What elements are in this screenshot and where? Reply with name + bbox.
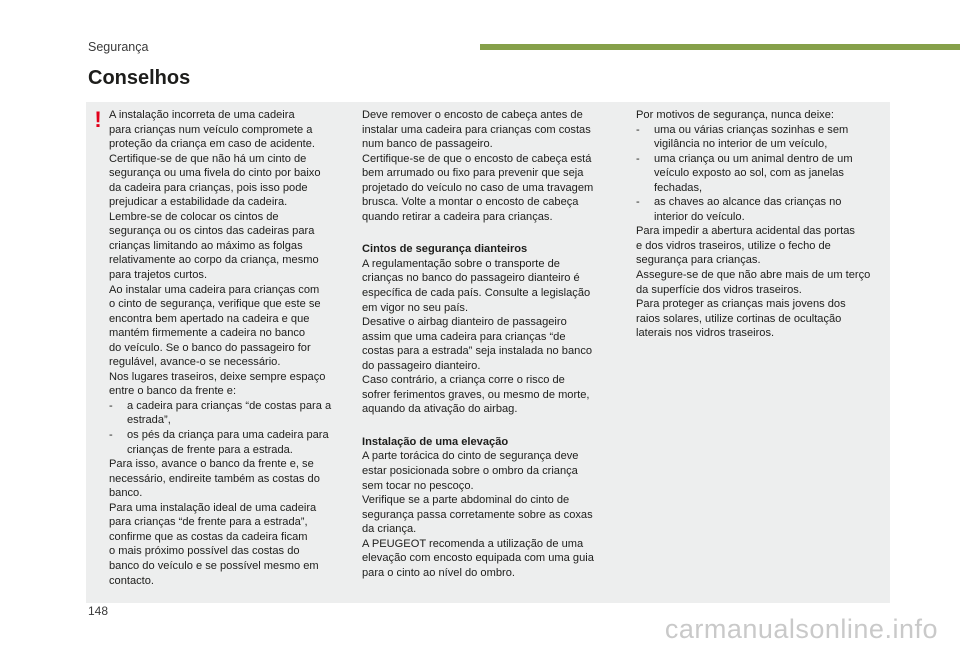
text-line: do passageiro dianteiro. xyxy=(362,359,481,372)
text-line: o cinto de segurança, verifique que este se xyxy=(109,298,321,311)
text-line: em vigor no seu país. xyxy=(362,301,469,314)
text-line: Deve remover o encosto de cabeça antes de xyxy=(362,109,583,121)
list-item-line: crianças de frente para a estrada. xyxy=(127,443,293,456)
text-line: A parte torácica do cinto de segurança deve xyxy=(362,450,579,463)
text-line: necessário, endireite também as costas do xyxy=(109,472,320,485)
text-line: estar posicionada sobre o ombro da criança xyxy=(362,465,578,478)
column-1 xyxy=(109,108,341,588)
column-3 xyxy=(636,108,886,341)
text-line: proteção da criança em caso de acidente. xyxy=(109,138,315,151)
section-label: Segurança xyxy=(88,40,149,54)
text-line: A PEUGEOT recomenda a utilização de uma xyxy=(362,537,584,550)
text-line: do veículo. Se o banco do passageiro for xyxy=(109,341,311,354)
text-line: crianças no banco do passageiro dianteiro é xyxy=(362,272,580,285)
header-accent-bar xyxy=(480,44,960,50)
text-line: costas para a estrada” seja instalada no banco xyxy=(362,345,593,358)
list-item-line: - os pés da criança para uma cadeira para xyxy=(127,429,329,442)
text-line: Certifique-se de que não há um cinto de xyxy=(109,152,307,165)
list-item xyxy=(109,399,341,428)
text-line: encontra bem apertado na cadeira e que xyxy=(109,312,310,325)
text-line: Caso contrário, a criança corre o risco de xyxy=(362,374,565,387)
text-line: Para uma instalação ideal de uma cadeira xyxy=(109,501,317,514)
text-line: banco do veículo e se possível mesmo em xyxy=(109,559,319,572)
text-line: A instalação incorreta de uma cadeira xyxy=(109,109,295,121)
text-line: segurança passa corretamente sobre as coxas xyxy=(362,508,593,521)
list-item-line: - uma ou várias crianças sozinhas e sem xyxy=(654,123,849,136)
text-line: mantém firmemente a cadeira no banco xyxy=(109,327,306,340)
text-line: confirme que as costas da cadeira ficam xyxy=(109,530,308,543)
list-item-line: - a cadeira para crianças “de costas para a xyxy=(127,399,332,412)
text-line: Para impedir a abertura acidental das portas xyxy=(636,225,855,238)
text-line: segurança ou uma fivela do cinto por baixo xyxy=(109,167,321,180)
text-line: brusca. Volte a montar o encosto de cabeça xyxy=(362,196,579,209)
list-item xyxy=(636,152,886,196)
section-heading-booster-installation: Instalação de uma elevação xyxy=(362,435,509,448)
text-line: banco. xyxy=(109,487,143,500)
text-line: Nos lugares traseiros, deixe sempre espaço xyxy=(109,370,326,383)
column-2 xyxy=(362,108,610,580)
text-line: Assegure-se de que não abre mais de um terço xyxy=(636,269,871,282)
text-line: sem tocar no pescoço. xyxy=(362,479,474,492)
text-line: da superfície dos vidros traseiros. xyxy=(636,283,802,296)
exclamation-warning-icon: ! xyxy=(94,107,102,132)
list-item-line: veículo exposto ao sol, com as janelas xyxy=(654,167,844,180)
text-line: segurança ou os cintos das cadeiras para xyxy=(109,225,315,238)
text-line: Desative o airbag dianteiro de passageiro xyxy=(362,316,567,329)
list-item-line: vigilância no interior de um veículo, xyxy=(654,138,828,151)
text-line: e dos vidros traseiros, utilize o fecho de xyxy=(636,239,831,252)
page-number: 148 xyxy=(88,604,109,618)
text-line: crianças limitando ao máximo as folgas xyxy=(109,239,303,252)
text-line: entre o banco da frente e: xyxy=(109,385,237,398)
text-line: para crianças “de frente para a estrada”, xyxy=(109,516,308,529)
text-line: o mais próximo possível das costas do xyxy=(109,545,300,558)
text-line: da cadeira para crianças, pois isso pode xyxy=(109,181,308,194)
text-line: laterais nos vidros traseiros. xyxy=(636,327,775,340)
page-title: Conselhos xyxy=(88,67,191,89)
text-line: para crianças num veículo compromete a xyxy=(109,123,313,136)
text-line: elevação com encosto equipada com uma guia xyxy=(362,552,594,565)
text-line: num banco de passageiro. xyxy=(362,138,493,151)
text-line: relativamente ao corpo da criança, mesmo xyxy=(109,254,319,267)
text-line: segurança para crianças. xyxy=(636,254,761,267)
text-line: específica de cada país. Consulte a legislação xyxy=(362,287,591,300)
text-line: Lembre-se de colocar os cintos de xyxy=(109,210,279,223)
list-item xyxy=(636,123,886,152)
text-line: instalar uma cadeira para crianças com costas xyxy=(362,123,591,136)
text-line: para trajetos curtos. xyxy=(109,269,208,282)
text-line: prejudicar a estabilidade da cadeira. xyxy=(109,196,288,209)
text-line: Para proteger as crianças mais jovens dos xyxy=(636,298,846,311)
watermark: carmanualsonline.info xyxy=(664,614,938,644)
section-heading-front-seatbelts: Cintos de segurança dianteiros xyxy=(362,243,528,256)
list-item-line: - as chaves ao alcance das crianças no xyxy=(654,196,842,209)
text-line: A regulamentação sobre o transporte de xyxy=(362,257,560,270)
col3-intro: Por motivos de segurança, nunca deixe: xyxy=(636,109,834,121)
text-line: bem arrumado ou fixo para prevenir que seja xyxy=(362,167,584,180)
text-line: quando retirar a cadeira para crianças. xyxy=(362,210,553,223)
text-line: assim que uma cadeira para crianças “de xyxy=(362,330,566,343)
text-line: Certifique-se de que o encosto de cabeça está xyxy=(362,152,592,165)
list-item-line: - uma criança ou um animal dentro de um xyxy=(654,152,853,165)
text-line: para o cinto ao nível do ombro. xyxy=(362,566,515,579)
list-item xyxy=(636,195,886,224)
text-line: projetado do veículo no caso de uma travagem xyxy=(362,181,594,194)
list-item-line: interior do veículo. xyxy=(654,210,745,223)
list-item-line: estrada”, xyxy=(127,414,171,427)
text-line: regulável, avance-o se necessário. xyxy=(109,356,281,369)
list-item xyxy=(109,428,341,457)
text-line: Para isso, avance o banco da frente e, se xyxy=(109,458,314,471)
text-line: sofrer ferimentos graves, ou mesmo de morte, xyxy=(362,388,590,401)
text-line: contacto. xyxy=(109,574,155,587)
text-line: Verifique se a parte abdominal do cinto de xyxy=(362,494,570,507)
text-line: da criança. xyxy=(362,523,417,536)
list-item-line: fechadas, xyxy=(654,181,703,194)
text-line: raios solares, utilize cortinas de ocultação xyxy=(636,312,842,325)
text-line: aquando da ativação do airbag. xyxy=(362,403,518,416)
text-line: Ao instalar uma cadeira para crianças com xyxy=(109,283,320,296)
